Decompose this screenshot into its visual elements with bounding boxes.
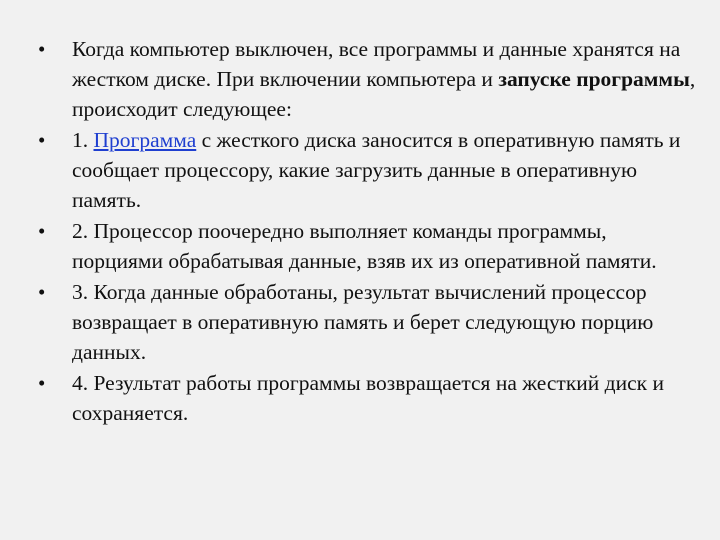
item-text: 1. [72,128,94,152]
item-text: Когда компьютер выключен, все программы и данные хранятся на жестком диске. При включении компьютера и [72,37,681,91]
item-text: с жесткого диска заносится в оперативную память и сообщает процессору, какие загрузить данные в оперативную память. [72,128,681,212]
list-item [38,368,698,428]
bullet-icon: • [38,371,46,395]
item-text: 4. Результат работы программы возвращается на жесткий диск и сохраняется. [72,371,664,425]
bullet-icon: • [38,128,46,152]
list-item [38,125,698,215]
item-text: , происходит следующее: [72,67,696,121]
list-item [38,34,698,124]
item-bold-text: запуске программы [498,67,690,91]
list-item [38,216,698,276]
bullet-icon: • [38,280,46,304]
program-link[interactable]: Программа [93,128,197,152]
item-text: 3. Когда данные обработаны, результат вычислений процессор возвращает в оперативную память и берет следующую порцию данных. [72,280,654,364]
bullet-icon: • [38,219,46,243]
item-text: 2. Процессор поочередно выполняет команды программы, порциями обрабатывая данные, взяв их из оперативной памяти. [72,219,657,273]
bullet-list [38,34,698,429]
bullet-icon: • [38,37,46,61]
list-item [38,277,698,367]
